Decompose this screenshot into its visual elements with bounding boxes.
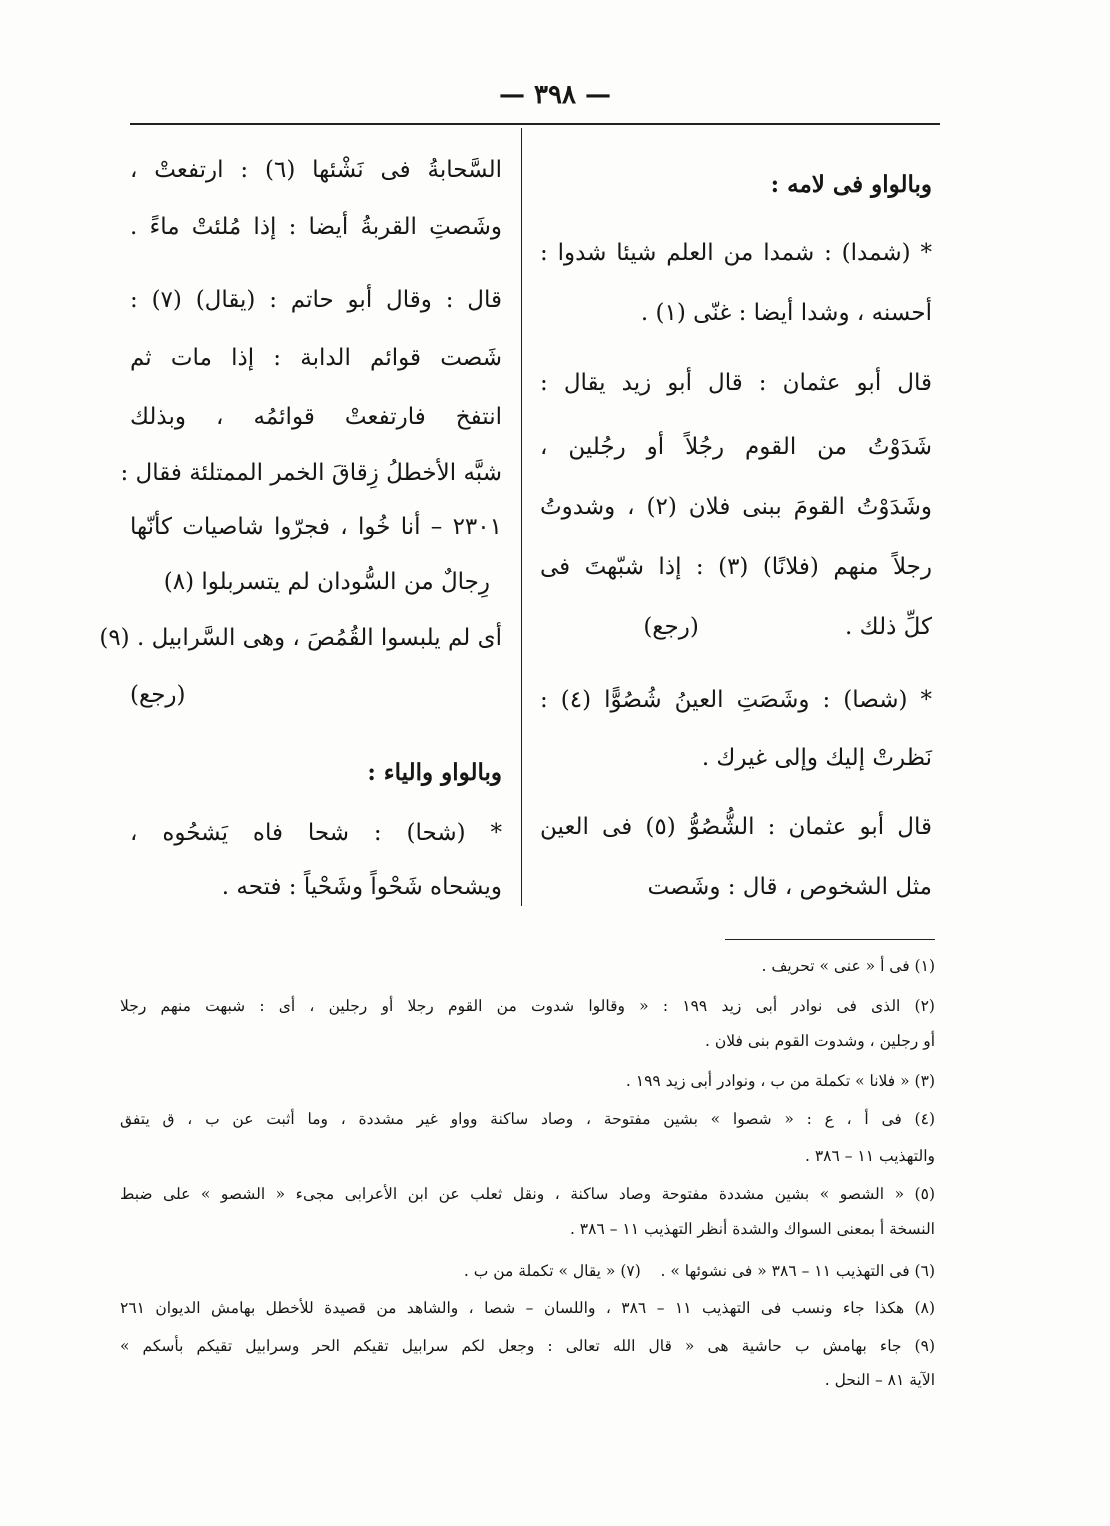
text-line: شَصت قوائم الدابة : إذا مات ثم xyxy=(130,345,502,371)
footnote-continued: النسخة أ بمعنى السواك والشدة أنظر التهذيب ١١ – ٣٨٦ . xyxy=(569,1220,935,1238)
text-line: قال أبو عثمان : قال أبو زيد يقال : xyxy=(540,370,932,396)
footnote: (٥) « الشصو » بشين مشددة مفتوحة وصاد ساكنة ، ونقل ثعلب عن ابن الأعرابى مجىء « الشصو » على ضبط xyxy=(120,1185,935,1203)
text-line: وشَدَوْتُ القومَ ببنى فلان (٢) ، وشدوتُ xyxy=(540,494,932,520)
text-line: * (شحا) : شحا فاه يَشحُوه ، xyxy=(130,820,502,846)
column-divider xyxy=(521,128,522,906)
page-number: — ٣٩٨ — xyxy=(498,80,612,110)
text-line: كلِّ ذلك . (رجع) xyxy=(643,614,932,640)
text-line: نَظرتْ إليك وإلى غيرك . xyxy=(701,745,932,771)
header-rule xyxy=(130,123,940,125)
footnote: (٨) هكذا جاء ونسب فى التهذيب ١١ – ٣٨٦ ، واللسان – شصا ، والشاهد من قصيدة للأخطل بهامش الديوان ٢٦١ xyxy=(120,1299,935,1317)
footnote-rule xyxy=(725,939,935,940)
footnote: (٤) فى أ ، ع : « شصوا » بشين مفتوحة ، وصاد ساكنة وواو غير مشددة ، وما أثبت عن ب ، ق يتفق xyxy=(120,1110,935,1128)
text-line: وشَصتِ القربةُ أيضا : إذا مُلئتْ ماءً . xyxy=(130,214,502,240)
footnote-continued: الآية ٨١ – النحل . xyxy=(824,1371,935,1389)
footnote-continued: والتهذيب ١١ – ٣٨٦ . xyxy=(804,1147,935,1165)
text-line: * (شصا) : وشَصَتِ العينُ شُصُوًّا (٤) : xyxy=(540,687,932,713)
verse-line: ٢٣٠١ – أنا خُوا ، فجرّوا شاصيات كأنّها xyxy=(130,514,502,540)
footnote: (٣) « فلانا » تكملة من ب ، ونوادر أبى زيد ١٩٩ . xyxy=(625,1072,935,1090)
footnote: (٦) فى التهذيب ١١ – ٣٨٦ « فى نشوئها » . (٧) « يقال » تكملة من ب . xyxy=(463,1262,935,1280)
text-line: السَّحابةُ فى نَشْئها (٦) : ارتفعتْ ، xyxy=(130,157,503,183)
text-line: قال : وقال أبو حاتم : (يقال) (٧) : xyxy=(130,287,502,313)
text-line: أى لم يلبسوا القُمُصَ ، وهى السَّرابيل . (٩) xyxy=(99,625,502,651)
section-heading: وبالواو فى لامه : xyxy=(770,171,932,198)
footnote: (٢) الذى فى نوادر أبى زيد ١٩٩ : « وقالوا شدوت من القوم رجلا أو رجلين ، أى : شبهت منهم رجلا xyxy=(120,997,935,1015)
text-line: شبَّه الأخطلُ زِقاقَ الخمر الممتلئة فقال : xyxy=(120,460,502,486)
section-heading: وبالواو والياء : xyxy=(367,759,502,786)
text-line: رجلاً منهم (فلانًا) (٣) : إذا شبّهتَ فى xyxy=(540,554,932,580)
text-line: * (شمدا) : شمدا من العلم شيئا شدوا : xyxy=(540,240,932,266)
text-line: ويشحاه شَحْواً وشَحْياً : فتحه . xyxy=(221,874,502,900)
text-line: قال أبو عثمان : الشُّصُوُّ (٥) فى العين xyxy=(540,814,932,840)
text-line: مثل الشخوص ، قال : وشَصت xyxy=(647,874,932,900)
return-marker: (رجع) xyxy=(130,682,186,708)
footnote: (٩) جاء بهامش ب حاشية هى « قال الله تعالى : وجعل لكم سرابيل تقيكم الحر وسرابيل تقيكم بأسكم » xyxy=(120,1337,935,1355)
footnote: (١) فى أ « عنى » تحريف . xyxy=(761,957,935,975)
text-line: انتفخ فارتفعتْ قوائمُه ، وبذلك xyxy=(130,404,502,430)
verse-line: رِجالٌ من السُّودان لم يتسربلوا (٨) xyxy=(163,569,490,595)
text-line: أحسنه ، وشدا أيضا : غنّى (١) . xyxy=(640,300,932,326)
text-line: شَدَوْتُ من القوم رجُلاً أو رجُلين ، xyxy=(540,434,932,460)
footnote-continued: أو رجلين ، وشدوت القوم بنى فلان . xyxy=(705,1032,935,1050)
